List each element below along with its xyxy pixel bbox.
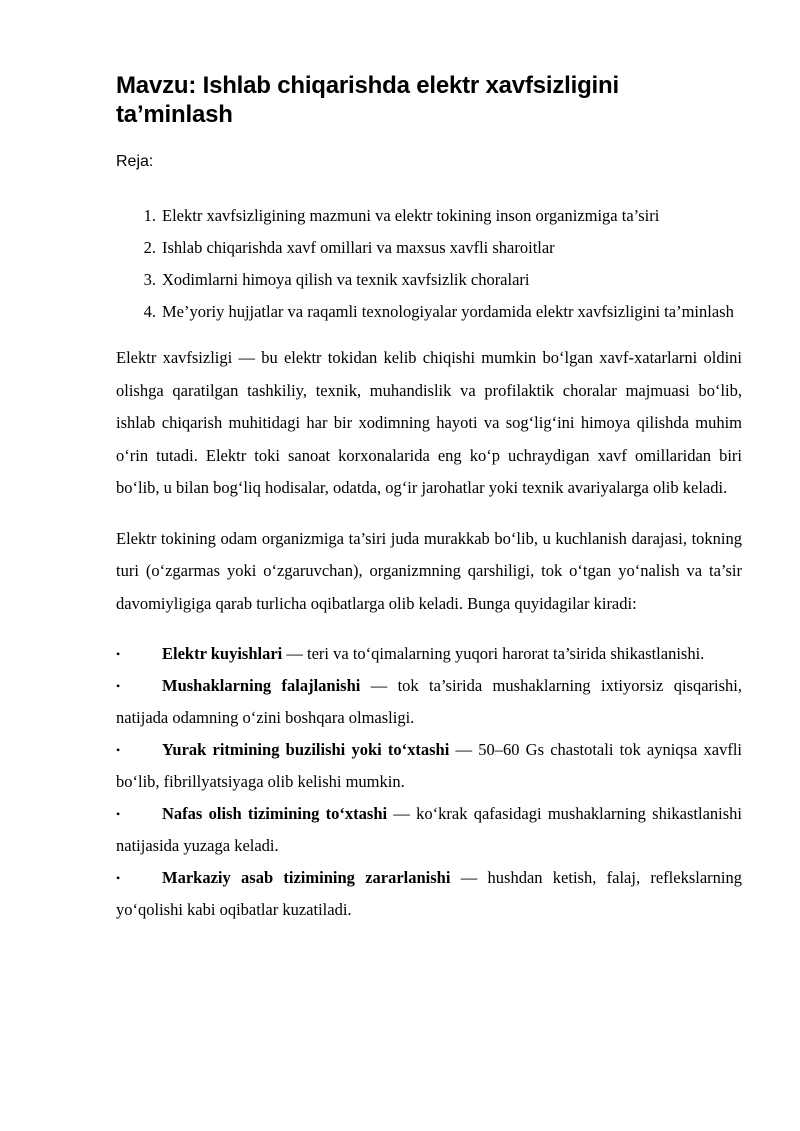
plan-item [116,232,742,264]
bullet-description: — hushdan ketish, falaj, reflekslarning yo‘qolishi kabi oqibatlar kuzatiladi. [116,868,742,920]
bullet-icon: • [116,647,121,662]
document-title: Mavzu: Ishlab chiqarishda elektr xavfsizligini ta’minlash [116,72,619,128]
plan-item [116,296,742,328]
bullet-icon: • [116,743,121,758]
bullet-term: Nafas olish tizimining to‘xtashi [162,804,388,824]
bullet-icon: • [116,871,121,886]
effects-list-item [116,862,742,926]
bullet-term: Mushaklarning falajlanishi [162,676,361,696]
plan-item [116,200,742,232]
plan-item-number: 1. [143,206,156,226]
plan-item-number: 3. [143,270,156,290]
bullet-term: Markaziy asab tizimining zararlanishi [162,868,451,888]
plan-item [116,264,742,296]
document-content [116,72,742,926]
bullet-term: Elektr kuyishlari [162,644,283,664]
bullet-description: — teri va to‘qimalarning yuqori harorat ta’sirida shikastlanishi. [282,644,705,664]
bullet-icon: • [116,807,121,822]
effects-list-item [116,798,742,862]
effects-list-item [116,638,742,670]
bullet-description: — 50–60 Gs chastotali tok ayniqsa xavfli bo‘lib, fibrillyatsiyaga olib kelishi mumkin. [116,740,742,792]
bullet-description: — ko‘krak qafasidagi mushaklarning shikastlanishi natijasida yuzaga keladi. [116,804,742,856]
bullet-icon: • [116,679,121,694]
bullet-term: Yurak ritmining buzilishi yoki to‘xtashi [162,740,450,760]
effects-list-item [116,734,742,798]
plan-label: Reja: [116,152,154,170]
paragraph-effects: Elektr tokining odam organizmiga ta’siri juda murakkab bo‘lib, u kuchlanish darajasi, tokning turi (o‘zgarmas yoki o‘zgaruvchan), organizmning qarshiligi, tok o‘tgan yo‘nalish va ta’sir davomiyligiga qarab turlicha oqibatlarga olib keladi. Bunga quyidagilar kiradi: [116,528,742,613]
paragraph-intro: Elektr xavfsizligi — bu elektr tokidan kelib chiqishi mumkin bo‘lgan xavf-xatarlarni oldini olishga qaratilgan tashkiliy, texnik, muhandislik va profilaktik choralar majmuasi bo‘lib, ishlab chiqarish muhitidagi har bir xodimning hayoti va sog‘lig‘ini himoya qilishda muhim o‘rin tutadi. Elektr toki sanoat korxonalarida eng ko‘p uchraydigan xavf omillaridan biri bo‘lib, u bilan bog‘liq hodisalar, odatda, og‘ir jarohatlar yoki texnik avariyalarga olib keladi. [116,348,742,498]
bullet-description: — tok ta’sirida mushaklarning ixtiyorsiz qisqarishi, natijada odamning o‘zini boshqara olmasligi. [116,676,742,728]
plan-item-number: 4. [143,302,156,322]
plan-item-text: Xodimlarni himoya qilish va texnik xavfsizlik choralari [162,270,530,290]
effects-list-item [116,670,742,734]
plan-item-text: Ishlab chiqarishda xavf omillari va maxsus xavfli sharoitlar [162,238,555,258]
plan-item-number: 2. [143,238,156,258]
plan-item-text: Elektr xavfsizligining mazmuni va elektr tokining inson organizmiga ta’siri [162,206,660,226]
plan-item-text: Me’yoriy hujjatlar va raqamli texnologiyalar yordamida elektr xavfsizligini ta’minlash [162,302,734,322]
plan-list [116,200,742,328]
effects-list [116,638,742,926]
